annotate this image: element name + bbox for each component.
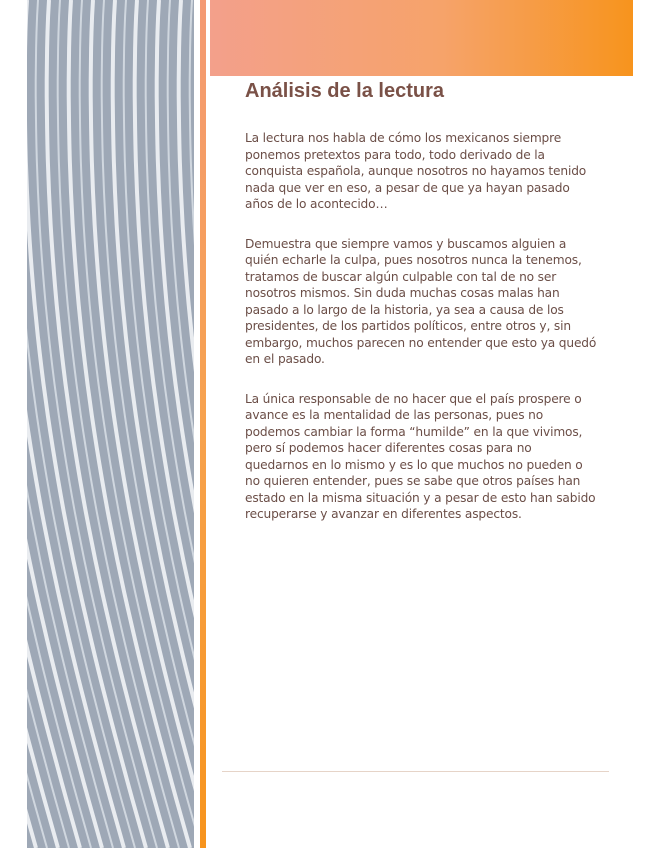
paragraph-3: La única responsable de no hacer que el país prospere o avance es la mentalidad de las personas, pues no podemos cambiar la forma “humilde” en la que vivimos, pero sí podemos hacer diferentes cosas para no quedarnos en lo mismo y es lo que muchos no pueden o no quieren entender, pues se sabe que otros países han estado en la misma situación y a pesar de esto han sabido recuperarse y avanzar en diferentes aspectos. [245,391,596,521]
header-band [210,0,633,76]
decorative-sand-ripple-image [27,0,194,848]
side-accent-stripe [200,0,206,848]
footer-divider [222,771,609,772]
document-content [245,78,597,546]
paragraph-1: La lectura nos habla de cómo los mexicanos siempre ponemos pretextos para todo, todo derivado de la conquista española, aunque nosotros no hayamos tenido nada que ver en eso, a pesar de que ya hayan pasado años de lo acontecido… [245,131,587,211]
paragraph-2: Demuestra que siempre vamos y buscamos alguien a quién echarle la culpa, pues nosotros nunca la tenemos, tratamos de buscar algún culpable con tal de no ser nosotros mismos. Sin duda muchas cosas malas han pasado a lo largo de la historia, ya sea a causa de los presidentes, de los partidos políticos, entre otros y, sin embargo, muchos parecen no entender que esto ya quedó en el pasado. [245,236,597,366]
page-title: Análisis de la lectura [245,80,444,102]
